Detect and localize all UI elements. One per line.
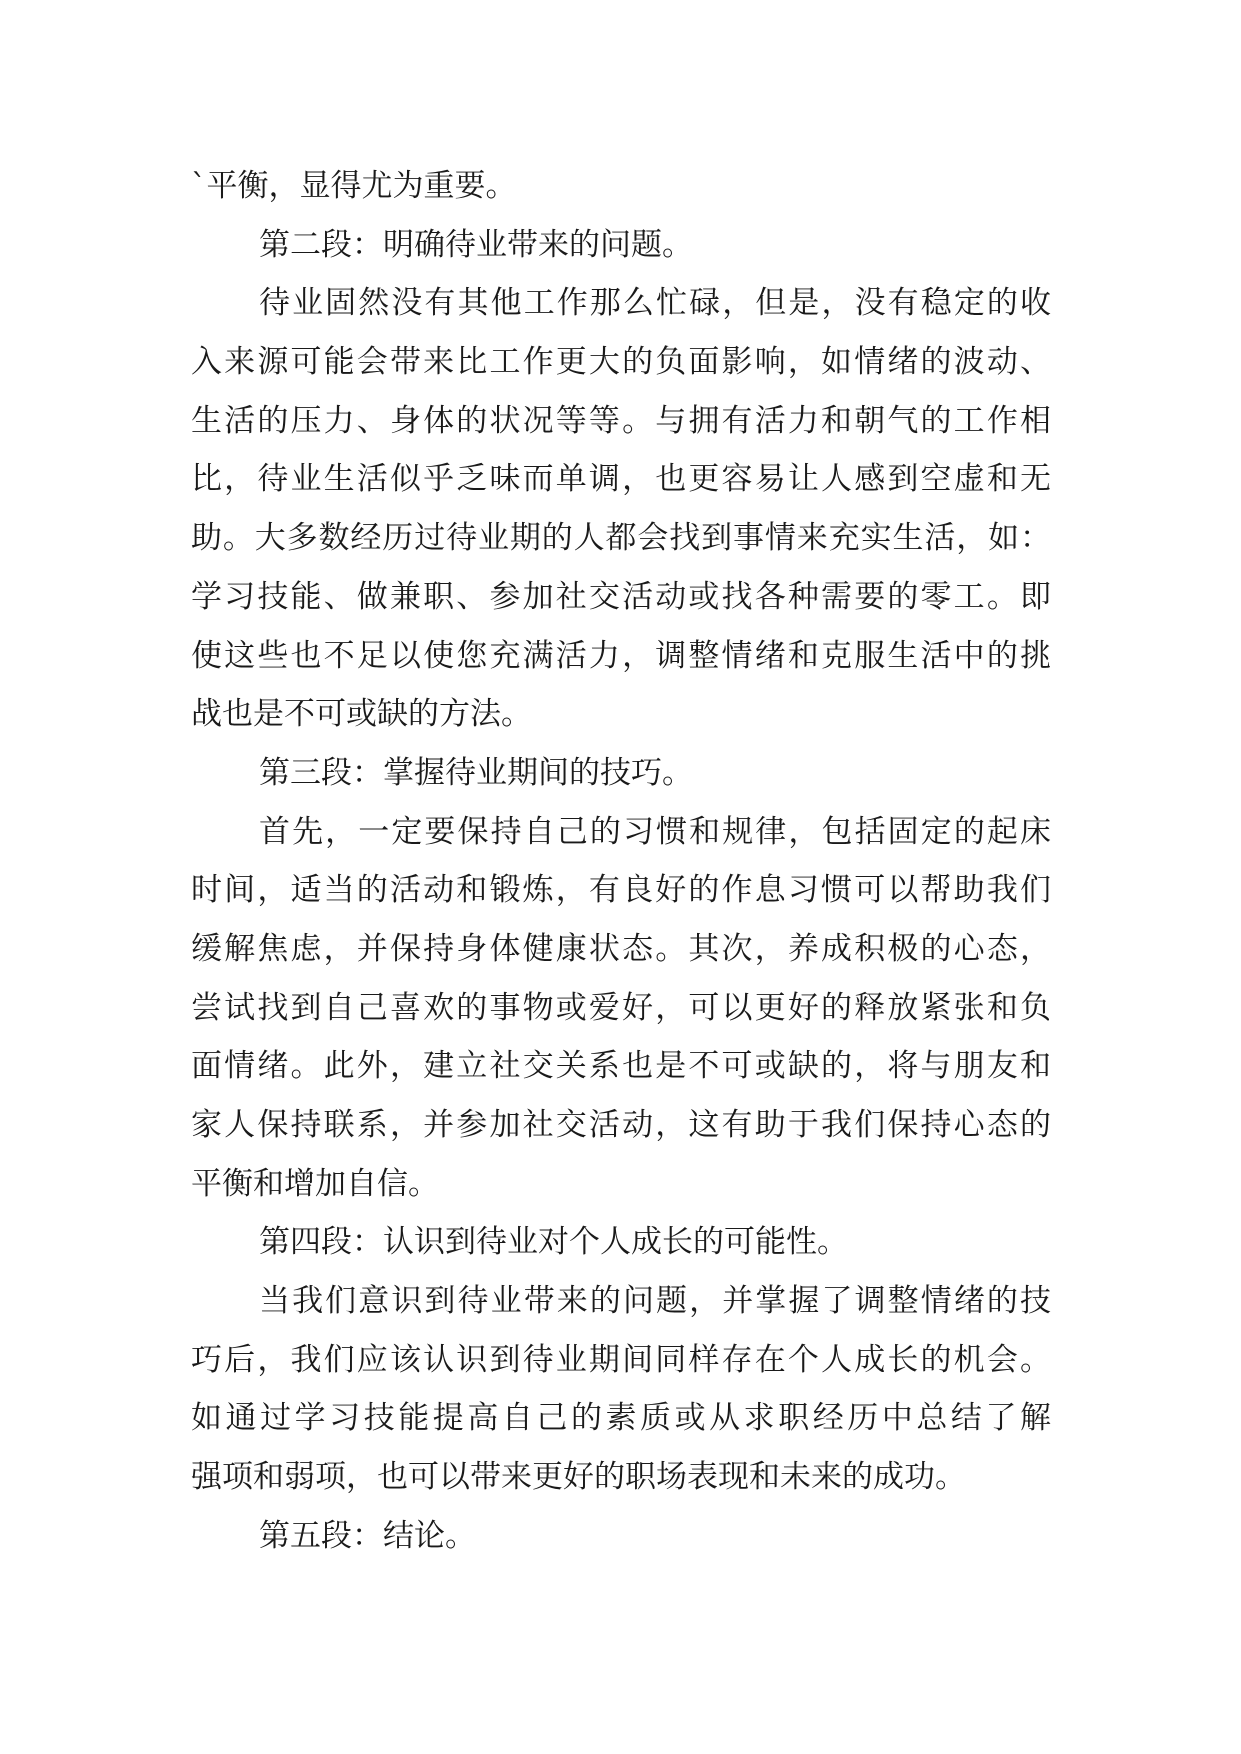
body-text-line: 待业固然没有其他工作那么忙碌，但是，没有稳定的收 xyxy=(259,285,1051,322)
section-heading: 第五段：结论。 xyxy=(259,1517,476,1554)
body-text-line: 入来源可能会带来比工作更大的负面影响，如情绪的波动、 xyxy=(191,344,1051,381)
body-text-line: 巧后，我们应该认识到待业期间同样存在个人成长的机会。 xyxy=(191,1341,1051,1378)
body-text-line: 如通过学习技能提高自己的素质或从求职经历中总结了解 xyxy=(191,1400,1051,1437)
body-text-line: 生活的压力、身体的状况等等。与拥有活力和朝气的工作相 xyxy=(191,402,1051,439)
body-text-line: 助。大多数经历过待业期的人都会找到事情来充实生活，如： xyxy=(191,520,1051,557)
body-text-line: 家人保持联系，并参加社交活动，这有助于我们保持心态的 xyxy=(191,1107,1051,1143)
body-text-line: 战也是不可或缺的方法。 xyxy=(191,696,532,733)
body-text-line: 比，待业生活似乎乏味而单调，也更容易让人感到空虚和无 xyxy=(191,461,1051,498)
body-text-line: 平衡和增加自信。 xyxy=(191,1165,439,1202)
body-text-line: 首先，一定要保持自己的习惯和规律，包括固定的起床 xyxy=(259,813,1051,850)
section-heading: 第四段：认识到待业对个人成长的可能性。 xyxy=(259,1224,848,1261)
body-text-line: 学习技能、做兼职、参加社交活动或找各种需要的零工。即 xyxy=(191,578,1051,615)
body-text-line: `平衡，显得尤为重要。 xyxy=(191,168,517,204)
section-heading: 第二段：明确待业带来的问题。 xyxy=(259,226,693,263)
body-text-line: 缓解焦虑，并保持身体健康状态。其次，养成积极的心态， xyxy=(191,930,1051,967)
section-heading: 第三段：掌握待业期间的技巧。 xyxy=(259,754,693,791)
body-text-line: 当我们意识到待业带来的问题，并掌握了调整情绪的技 xyxy=(259,1283,1051,1320)
body-text-line: 时间，适当的活动和锻炼，有良好的作息习惯可以帮助我们 xyxy=(191,872,1051,909)
body-text-line: 强项和弱项，也可以带来更好的职场表现和未来的成功。 xyxy=(191,1459,966,1496)
document-body xyxy=(191,157,1051,1566)
body-text-line: 尝试找到自己喜欢的事物或爱好，可以更好的释放紧张和负 xyxy=(191,989,1051,1026)
body-text-line: 面情绪。此外，建立社交关系也是不可或缺的，将与朋友和 xyxy=(191,1048,1051,1085)
body-text-line: 使这些也不足以使您充满活力，调整情绪和克服生活中的挑 xyxy=(191,637,1051,674)
